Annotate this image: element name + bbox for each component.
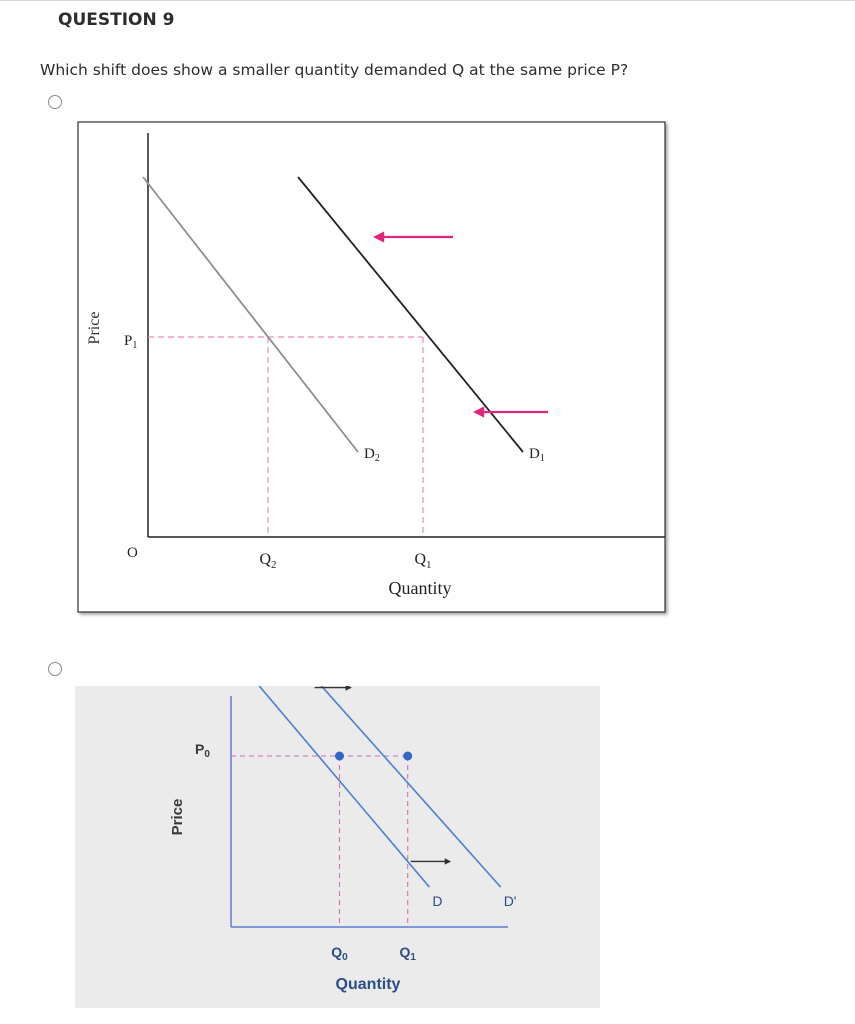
y-axis-label: Price xyxy=(86,311,103,345)
curve-label: D xyxy=(432,893,443,910)
question-text: Which shift does show a smaller quantity demanded Q at the same price P? xyxy=(40,61,629,79)
quantity-label: $Q_2$ xyxy=(259,551,277,571)
option-a-chart xyxy=(76,120,676,620)
curve-label: D' xyxy=(503,893,517,910)
price-label: $P_0$ xyxy=(195,741,210,760)
equilibrium-point xyxy=(403,752,412,761)
quantity-label: $Q_1$ xyxy=(414,551,432,571)
option-a-radio[interactable] xyxy=(48,95,62,109)
quantity-label: $Q_0$ xyxy=(331,944,348,963)
question-title: QUESTION 9 xyxy=(58,10,175,30)
x-axis-label: Quantity xyxy=(388,578,452,598)
chart-frame xyxy=(78,122,665,612)
quantity-label: $Q_1$ xyxy=(399,944,416,963)
curve-label: $D_1$ xyxy=(529,446,545,464)
equilibrium-point xyxy=(335,752,344,761)
top-divider xyxy=(0,0,855,1)
x-axis-label: Quantity xyxy=(335,976,401,993)
option-b-radio[interactable] xyxy=(48,662,62,676)
price-label: $P_1$ xyxy=(124,333,138,351)
option-b-chart xyxy=(75,686,600,1008)
origin-label: O xyxy=(127,545,138,561)
y-axis-label: Price xyxy=(169,798,186,836)
curve-label: $D_2$ xyxy=(364,446,380,464)
